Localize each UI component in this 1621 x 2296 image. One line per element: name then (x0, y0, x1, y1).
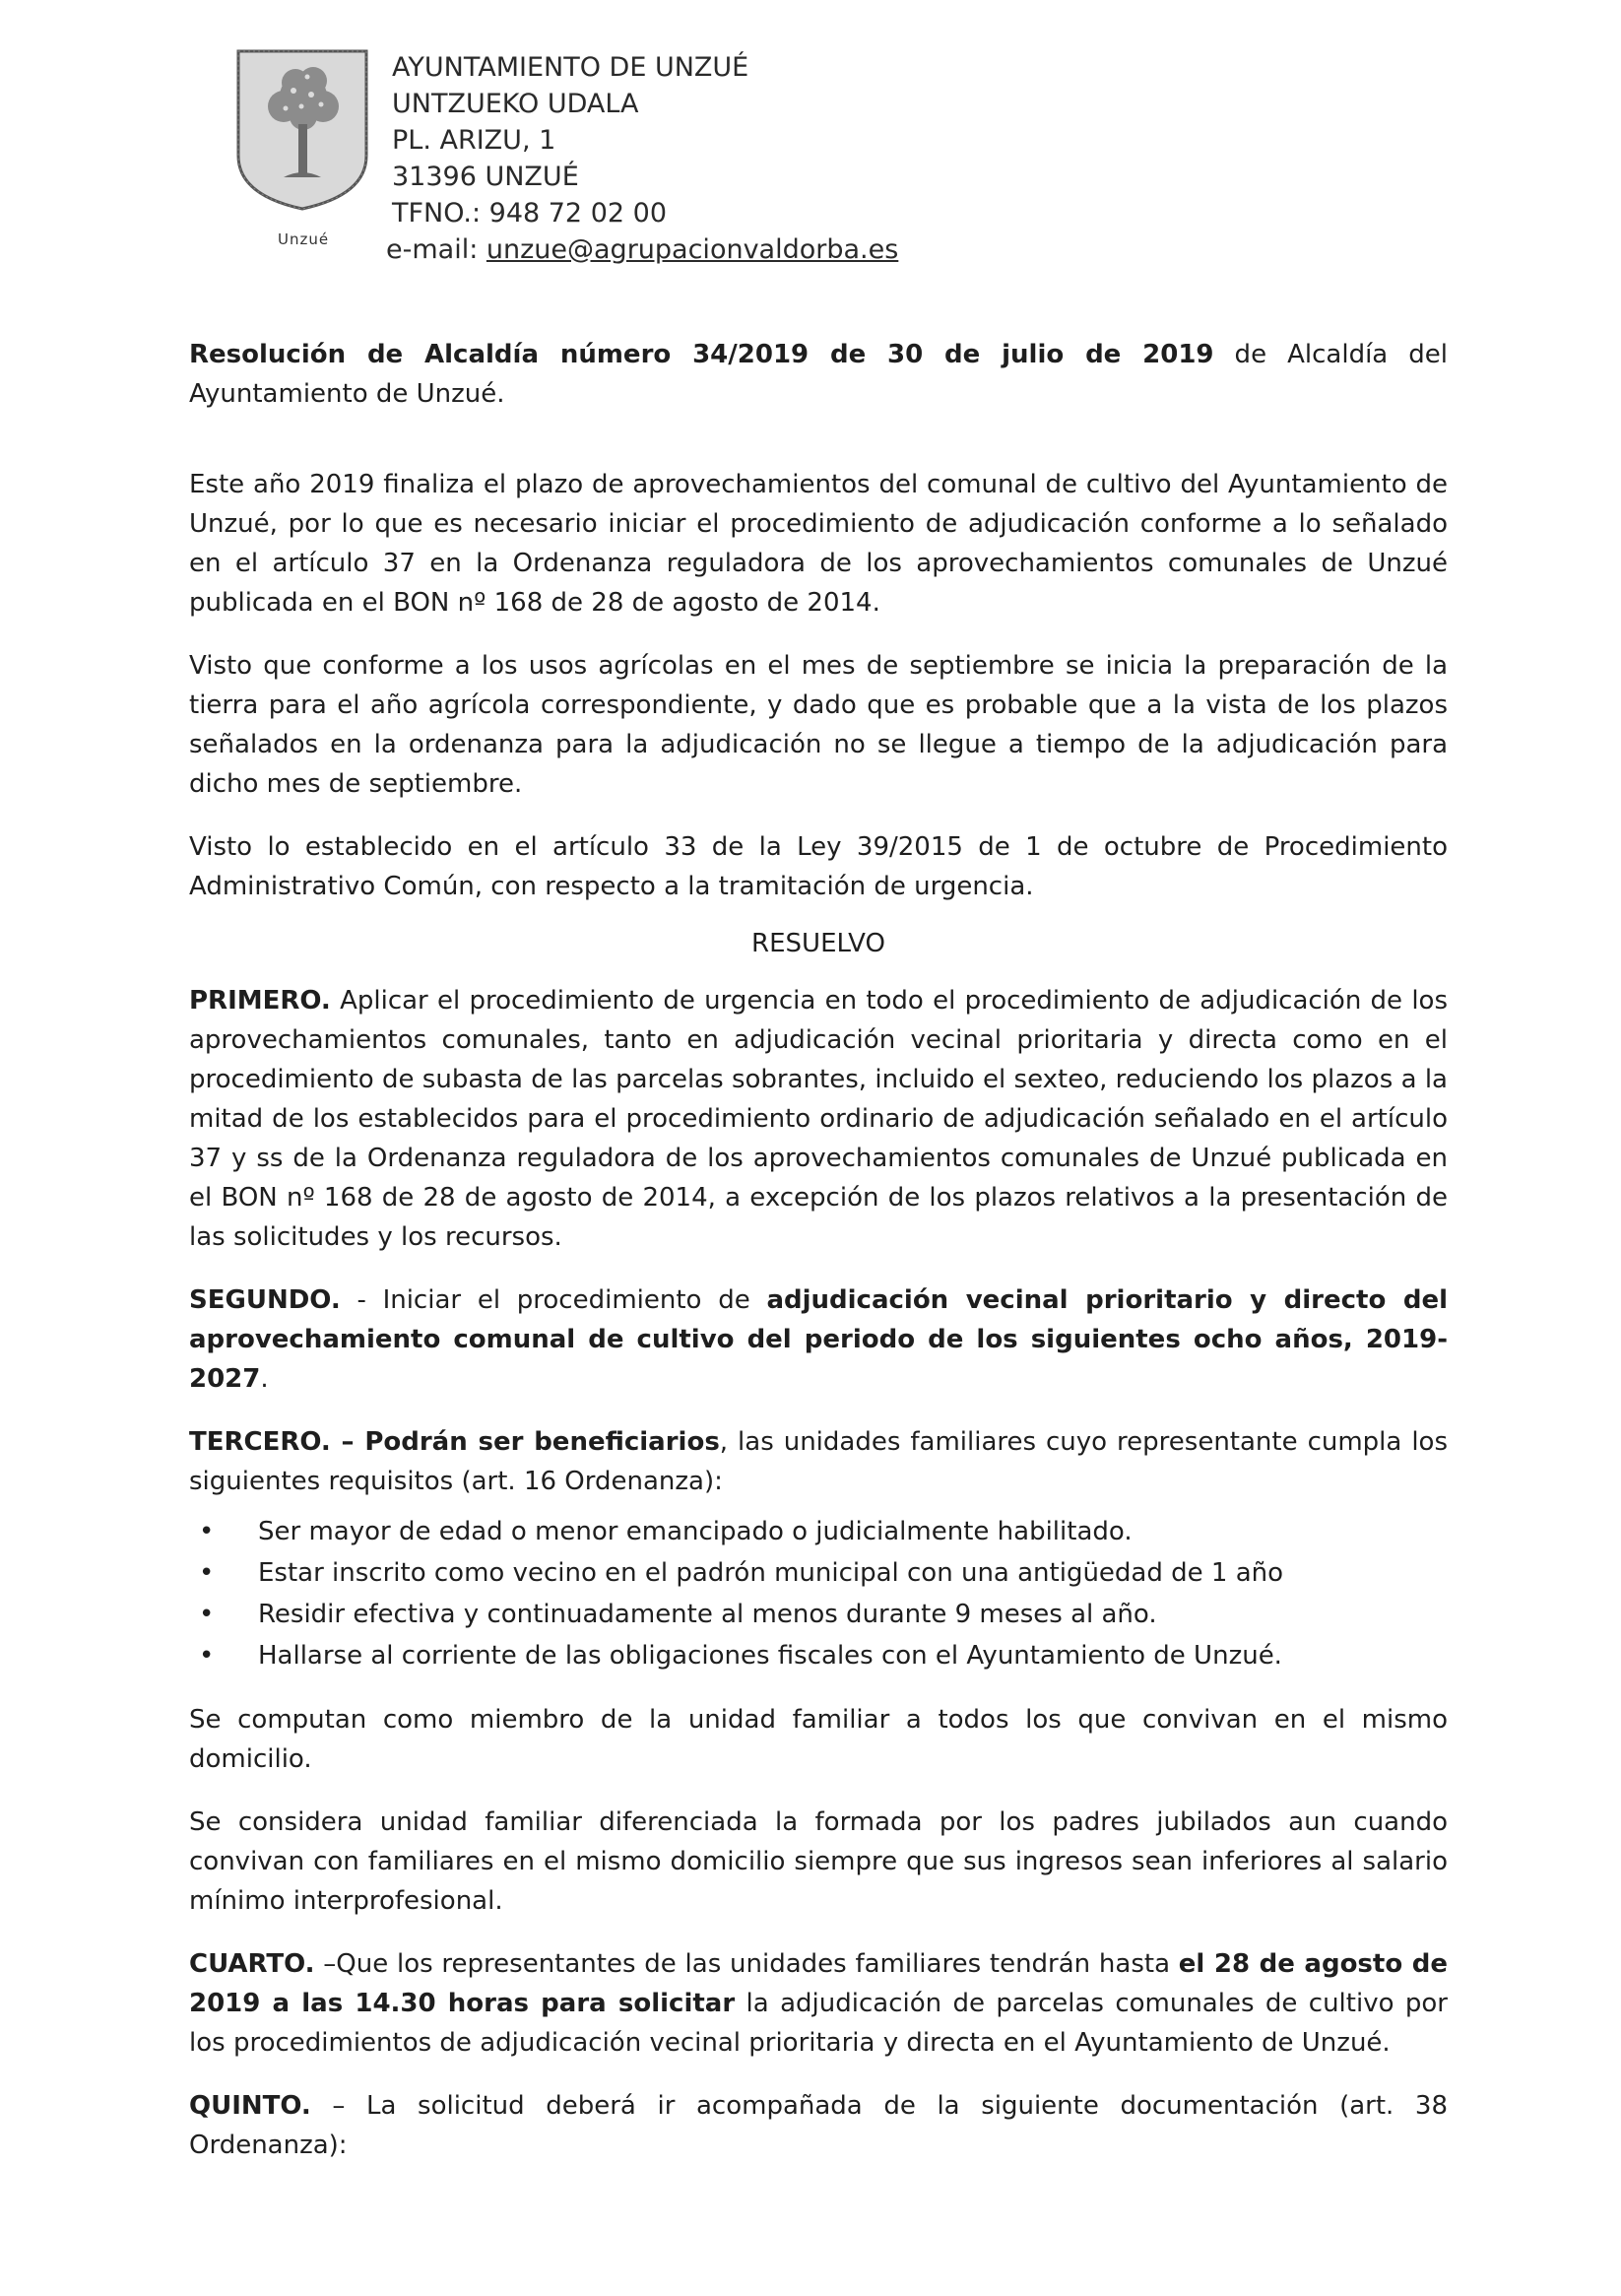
segundo-end: . (260, 1364, 269, 1394)
cuarto-text-2: la adjudicación de parcelas comunales de cultivo por los procedimientos de adjudicación vecinal prioritaria y directa en el Ayuntamiento de Unzué. (189, 1989, 1448, 2058)
email-label: e-mail: (386, 234, 486, 265)
address-line: PL. ARIZU, 1 (392, 125, 556, 156)
email-link[interactable]: unzue@agrupacionvaldorba.es (486, 234, 899, 265)
resolution-title-bold: Resolución de Alcaldía número 34/2019 de 30 de julio de 2019 (189, 340, 1214, 369)
address-block (386, 49, 899, 268)
tercero-bold: Podrán ser beneficiarios (364, 1427, 720, 1457)
list-item: • Ser mayor de edad o menor emancipado o judicialmente habilitado. (258, 1511, 1448, 1552)
article-segundo (189, 1280, 1448, 1399)
email-line (386, 231, 898, 268)
article-quinto (189, 2086, 1448, 2165)
resolution-title (189, 335, 1448, 414)
primero-text: Aplicar el procedimiento de urgencia en todo el procedimiento de adjudicación de los aprovechamientos comunales, tanto en adjudicación vecinal prioritaria y directa como en el procedimiento de subasta de las parcelas sobrantes, incluido el sexteo, reduciendo los plazos a la mitad de los establecidos para el procedimiento ordinario de adjudicación señalado en el artículo 37 y ss de la Ordenanza reguladora de los aprovechamientos comunales de Unzué publicada en el BON nº 168 de 28 de agosto de 2014, a excepción de los plazos relativos a la presentación de las solicitudes y los recursos. (189, 986, 1448, 1252)
crest-caption: Unzué (278, 230, 330, 248)
article-tercero (189, 1422, 1448, 1501)
address-line: AYUNTAMIENTO DE UNZUÉ (392, 52, 749, 83)
tercero-label: TERCERO. (189, 1427, 331, 1457)
list-item: • Hallarse al corriente de las obligaciones fiscales con el Ayuntamiento de Unzué. (258, 1635, 1448, 1676)
paragraph-computan: Se computan como miembro de la unidad familiar a todos los que convivan en el mismo domicilio. (189, 1705, 1448, 1774)
paragraph-considera: Se considera unidad familiar diferenciada la formada por los padres jubilados aun cuando convivan con familiares en el mismo domicilio siempre que sus ingresos sean inferiores al salario mínimo interprofesional. (189, 1807, 1448, 1916)
primero-label: PRIMERO. (189, 986, 331, 1016)
segundo-label: SEGUNDO. (189, 1285, 341, 1315)
tercero-dash: – (330, 1427, 365, 1457)
list-item: • Residir efectiva y continuadamente al menos durante 9 meses al año. (258, 1594, 1448, 1635)
cuarto-bold: el 28 de agosto de 2019 a las 14.30 horas para solicitar (189, 1949, 1448, 2018)
paragraph-visto-ley: Visto lo establecido en el artículo 33 de la Ley 39/2015 de 1 de octubre de Procedimiento Administrativo Común, con respecto a la tramitación de urgencia. (189, 832, 1448, 901)
document-body (189, 335, 1448, 2165)
cuarto-text-1: –Que los representantes de las unidades familiares tendrán hasta (314, 1949, 1179, 1979)
segundo-text: - Iniciar el procedimiento de (340, 1285, 767, 1315)
address-line: TFNO.: 948 72 02 00 (392, 198, 667, 229)
segundo-bold: adjudicación vecinal prioritario y directo del aprovechamiento comunal de cultivo del periodo de los siguientes ocho años, 2019-2027 (189, 1285, 1449, 1394)
municipal-crest-icon (234, 47, 370, 213)
article-primero (189, 981, 1448, 1257)
article-cuarto (189, 1944, 1448, 2063)
cuarto-label: CUARTO. (189, 1949, 315, 1979)
quinto-label: QUINTO. (189, 2091, 311, 2121)
tercero-text: , las unidades familiares cuyo representante cumpla los siguientes requisitos (art. 16 Ordenanza): (189, 1427, 1448, 1496)
address-line: 31396 UNZUÉ (392, 162, 579, 192)
resolution-title-rest: de Alcaldía del Ayuntamiento de Unzué. (189, 340, 1448, 409)
list-item: • Estar inscrito como vecino en el padrón municipal con una antigüedad de 1 año (258, 1552, 1448, 1594)
resuelvo-heading: RESUELVO (751, 929, 885, 958)
quinto-text: – La solicitud deberá ir acompañada de la siguiente documentación (art. 38 Ordenanza): (189, 2091, 1448, 2160)
address-line: UNTZUEKO UDALA (392, 89, 639, 119)
paragraph-intro: Este año 2019 finaliza el plazo de aprovechamientos del comunal de cultivo del Ayuntamiento de Unzué, por lo que es necesario iniciar el procedimiento de adjudicación conforme a lo señalado en el artículo 37 en la Ordenanza reguladora de los aprovechamientos comunales de Unzué publicada en el BON nº 168 de 28 de agosto de 2014. (189, 470, 1448, 618)
paragraph-visto-agricola: Visto que conforme a los usos agrícolas en el mes de septiembre se inicia la preparación de la tierra para el año agrícola correspondiente, y dado que es probable que a la vista de los plazos señalados en la ordenanza para la adjudicación no se llegue a tiempo de la adjudicación para dicho mes de septiembre. (189, 651, 1448, 799)
requisitos-list (189, 1511, 1448, 1676)
